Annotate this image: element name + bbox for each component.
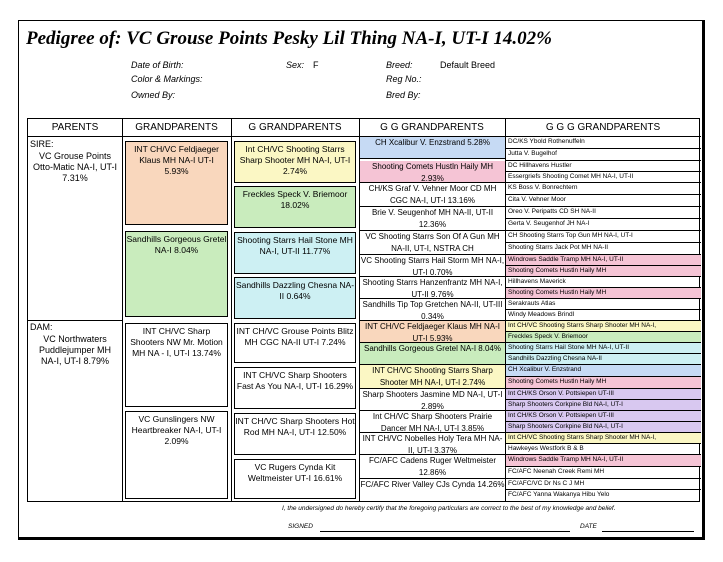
color-markings-label: Color & Markings: (131, 74, 203, 84)
ggrandparent-7: INT CH/VC Sharp Shooters Hot Rod MH NA-I, UT-I 12.50% (234, 413, 356, 455)
ggggrandparent-31: FC/AFC/VC Dr Ns C J MH (506, 479, 701, 490)
dam-label: DAM: (30, 322, 53, 332)
ggggrandparent-24: Sharp Shooters Corkpine Bld NA-I, UT-I (506, 400, 701, 411)
signature-line (320, 531, 570, 532)
grandparent-3: INT CH/VC Sharp Shooters NW Mr. Motion MH NA - I, UT-I 13.74% (125, 323, 228, 407)
gggrandparent-13: Int CH/VC Sharp Shooters Prairie Dancer MH NA-I, UT-I 3.85% (360, 411, 505, 433)
gggrandparent-5: VC Shooting Starrs Son Of A Gun MH NA-II, UT-I, NSTRA CH (360, 231, 505, 255)
date-line (602, 531, 694, 532)
ggggrandparent-27: Int CH/VC Shooting Starrs Sharp Shooter MH NA-I, (506, 433, 701, 444)
ggggrandparent-8: Gerta V. Seugenhof JH NA-I (506, 219, 701, 231)
sex-label: Sex: (286, 60, 305, 70)
sire-name: VC Grouse Points Otto-Matic NA-I, UT-I 7.31% (32, 151, 117, 183)
ggggrandparent-16: Windy Meadows Brindl (506, 310, 701, 321)
ggggrandparent-12: Shooting Comets Hustln Haily MH (506, 266, 701, 277)
ggggrandparent-32: FC/AFC Yanna Wakanya Hibu Yelo (508, 491, 610, 498)
gggrandparent-15: FC/AFC Cadens Ruger Weltmeister 12.86% (360, 455, 505, 479)
page-title: Pedigree of: VC Grouse Points Pesky Lil Thing NA-I, UT-I 14.02% (26, 28, 553, 49)
date-label: DATE (580, 523, 597, 530)
ggrandparent-5: INT CH/VC Grouse Points Blitz MH CGC NA-II UT-I 7.24% (234, 323, 356, 363)
ggrandparent-1: Int CH/VC Shooting Starrs Sharp Shooter MH NA-I, UT-I 2.74% (234, 141, 356, 183)
gggrandparent-14: INT CH/VC Nobelles Holy Tera MH NA-II, UT-I 3.37% (360, 433, 505, 455)
ggggrandparent-6: Cita V. Vehner Moor (506, 195, 701, 207)
sex-value: F (313, 60, 319, 70)
ggggrandparent-21: CH Xcalibur V. Enzstrand (506, 365, 701, 377)
ggggrandparent-11: Windrows Saddle Tramp MH NA-I, UT-II (506, 255, 701, 266)
gggrandparent-6: VC Shooting Starrs Hail Storm MH NA-I, UT-I 0.70% (360, 256, 505, 277)
header-parents: PARENTS (28, 119, 122, 137)
bred-by-label: Bred By: (386, 90, 421, 100)
certification-statement: I, the undersigned do hereby certify that the foregoing particulars are correct to the best of my knowledge and belief. (282, 505, 616, 512)
ggggrandparent-23: Int CH/KS Orson V. Pottsiepen UT-III (506, 389, 701, 400)
ggggrandparent-14: Shooting Comets Hustln Haily MH (506, 288, 701, 299)
gggrandparent-4: Brie V. Seugenhof MH NA-II, UT-II 12.36% (360, 207, 505, 231)
gggrandparent-16: FC/AFC River Valley CJs Cynda 14.26% (360, 480, 505, 489)
ggggrandparent-30: FC/AFC Neenah Creek Remi MH (506, 467, 701, 479)
gggrandparent-11: INT CH/VC Shooting Starrs Sharp Shooter MH NA-I, UT-I 2.74% (360, 365, 505, 389)
ggrandparent-8: VC Rugers Cynda Kit Weltmeister UT-I 16.61% (234, 459, 356, 499)
ggggrandparent-28: Hawkeyes Westfork B & B (506, 444, 701, 455)
gggrandparent-8: Sandhills Tip Top Gretchen NA-II, UT-III 0.34% (360, 299, 505, 321)
dob-label: Date of Birth: (131, 60, 184, 70)
ggggrandparent-4: Essergriefs Shooting Comet MH NA-I, UT-II (506, 172, 701, 183)
ggggrandparent-17: Int CH/VC Shooting Starrs Sharp Shooter MH NA-I, (506, 321, 701, 332)
gggrandparent-12: Sharp Shooters Jasmine MD NA-I, UT-I 2.89% (360, 389, 505, 411)
gggrandparent-7: Shooting Starrs Hanzenfrantz MH NA-I, UT-II 9.76% (360, 277, 505, 299)
ggrandparent-4: Sandhills Dazzling Chesna NA-II 0.64% (234, 277, 356, 319)
grandparent-2: Sandhills Gorgeous Gretel NA-I 8.04% (125, 231, 228, 317)
breed-value: Default Breed (440, 60, 496, 70)
gggrandparent-3: CH/KS Graf V. Vehner Moor CD MH CGC NA-I, UT-I 13.16% (360, 183, 505, 207)
ggggrandparent-2: Jutta V. Bugelhof (506, 149, 701, 161)
gggrandparent-9: INT CH/VC Feldjaeger Klaus MH NA-I UT-I 5.93% (360, 321, 505, 343)
ggrandparent-3: Shooting Starrs Hail Stone MH NA-I, UT-II 11.77% (234, 232, 356, 274)
ggggrandparent-5: KS Boss V. Bonrechtern (506, 183, 701, 195)
header-g-grandparents: G GRANDPARENTS (231, 119, 359, 137)
ggggrandparent-3: DC Hillhavens Hustler (506, 161, 701, 172)
ggggrandparent-7: Oreo V. Peripatts CD SH NA-II (506, 207, 701, 219)
owned-by-label: Owned By: (131, 90, 176, 100)
ggggrandparent-26: Sharp Shooters Corkpine Bld NA-I, UT-I (506, 422, 701, 433)
header-gg-grandparents: G G GRANDPARENTS (359, 119, 505, 137)
grandparent-4: VC Gunslingers NW Heartbreaker NA-I, UT-I 2.09% (125, 411, 228, 499)
ggrandparent-6: INT CH/VC Sharp Shooters Fast As You NA-I, UT-I 16.29% (234, 367, 356, 409)
gggrandparent-2: Shooting Comets Hustln Haily MH 2.93% (360, 161, 505, 183)
gggrandparent-1: CH Xcalibur V. Enzstrand 5.28% (360, 137, 505, 159)
ggrandparent-2: Freckles Speck V. Briemoor 18.02% (234, 186, 356, 228)
dam-name: VC Northwaters Puddlejumper MH NA-I, UT-I 8.79% (38, 334, 112, 366)
ggggrandparent-19: Shooting Starrs Hail Stone MH NA-I, UT-II (506, 343, 701, 354)
header-grandparents: GRANDPARENTS (122, 119, 231, 137)
ggggrandparent-22: Shooting Comets Hustln Haily MH (506, 377, 701, 389)
ggggrandparent-13: Hillhavens Maverick (506, 277, 701, 288)
gggrandparent-10: Sandhills Gorgeous Gretel NA-I 8.04% (360, 343, 505, 365)
breed-label: Breed: (386, 60, 413, 70)
ggggrandparent-15: Serakrauts Atlas (506, 299, 701, 310)
sire-label: SIRE: (30, 139, 54, 149)
header-ggg-grandparents: G G G GRANDPARENTS (505, 119, 701, 137)
grandparent-1: INT CH/VC Feldjaeger Klaus MH NA-I UT-I 5.93% (125, 141, 228, 225)
signed-label: SIGNED (288, 523, 313, 530)
ggggrandparent-18: Freckles Speck V. Briemoor (506, 332, 701, 343)
ggggrandparent-9: CH Shooting Starrs Top Gun MH NA-I, UT-I (506, 231, 701, 243)
ggggrandparent-25: Int CH/KS Orson V. Pottsiepen UT-III (506, 411, 701, 422)
ggggrandparent-20: Sandhills Dazzling Chesna NA-II (506, 354, 701, 365)
ggggrandparent-29: Windrows Saddle Tramp MH NA-I, UT-II (506, 455, 701, 467)
ggggrandparent-10: Shooting Starrs Jack Pot MH NA-II (506, 243, 701, 255)
ggggrandparent-1: DC/KS Ybold Rothenuffeln (506, 137, 701, 149)
reg-no-label: Reg No.: (386, 74, 422, 84)
pedigree-grid (27, 118, 700, 502)
